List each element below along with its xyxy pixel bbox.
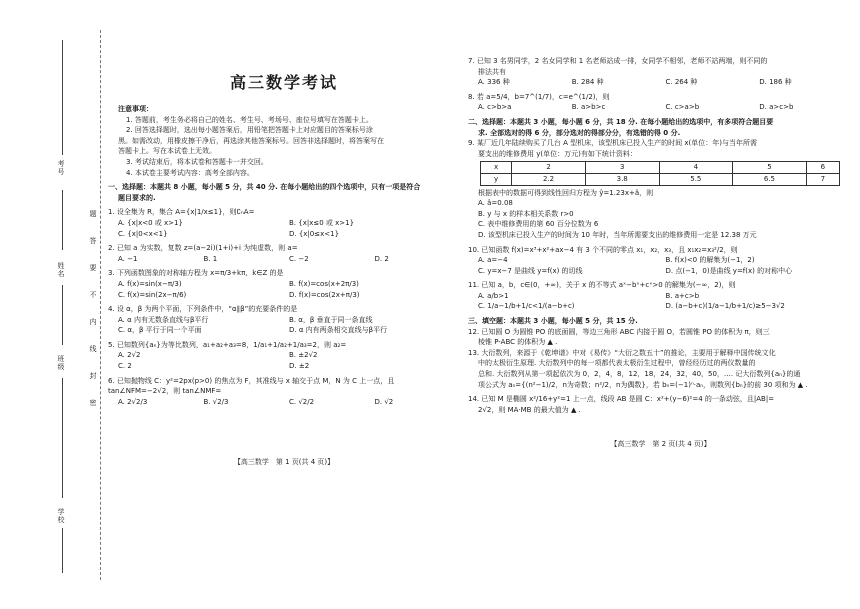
note-line: 3. 考试结束后，将本试卷和答题卡一并交回。: [126, 157, 268, 166]
page-footer: 【高三数学 第 2 页(共 4 页)】: [610, 440, 711, 449]
option-c: C. α，β 平行于同一个平面: [118, 326, 202, 335]
school-line: [62, 528, 63, 573]
table-cell: 6: [806, 162, 839, 174]
option-d: D. 186 种: [759, 78, 792, 87]
table-row: [481, 173, 840, 185]
class-line: [62, 378, 63, 498]
option-b: B. y 与 x 的样本相关系数 r>0: [478, 209, 574, 218]
option-a: A. {x|x<0 或 x>1}: [118, 218, 183, 227]
option-b: B. a+c>b: [665, 291, 700, 300]
option-a: A. 336 种: [478, 78, 510, 87]
option-c: C. c>a>b: [665, 103, 700, 112]
binding-strip: [0, 0, 100, 609]
option-a: A. 2√2/3: [118, 397, 148, 406]
table-cell: 3: [585, 162, 659, 174]
option-b: B. ±2√2: [289, 351, 318, 360]
question-stem-cont: 项公式为 aₙ={(n²−1)/2，n为奇数；n²/2，n为偶数}，若 bₙ=(−1)ⁿ·aₙ，则数列{bₙ}的前 30 项和为 ▲ .: [478, 380, 808, 389]
question-stem: 12. 已知圆 O 为圆锥 PO 的底面圆，等边三角形 ABC 内接于圆 O，若圆锥 PO 的体积为 π，则三: [468, 327, 770, 336]
option-a: A. c>b>a: [478, 103, 512, 112]
page-title: 高三数学考试: [229, 73, 338, 92]
option-d: D. √2: [374, 397, 394, 406]
question-stem: 10. 已知函数 f(x)=x³+x²+ax−4 有 3 个不同的零点 x₁，x₂，x₃，且 x₁x₂=x₃²/2，则: [468, 245, 738, 254]
note-line: 2. 回答选择题时，选出每小题答案后，用铅笔把答题卡上对应题目的答案标号涂: [126, 126, 373, 135]
table-cell: 4: [659, 162, 733, 174]
exam-no-label: 考号: [57, 160, 65, 176]
seal-char: 要: [89, 264, 97, 272]
table-header-cell: y: [481, 173, 512, 185]
option-a: A. 2√2: [118, 351, 141, 360]
note-line: 4. 本试卷主要考试内容：高考全部内容。: [126, 168, 254, 177]
seal-char: 密: [89, 399, 97, 407]
question-stem: 6. 已知抛物线 C：y²=2px(p>0) 的焦点为 F，其准线与 x 轴交于点 M，N 为 C 上一点，且: [108, 376, 395, 385]
seal-char: 封: [89, 372, 97, 380]
seal-char: 内: [89, 318, 97, 326]
school-label: 学校: [57, 508, 65, 524]
table-cell: 5.5: [659, 173, 733, 185]
data-table: [480, 161, 840, 185]
option-c: C. y=x−7 是曲线 y=f(x) 的切线: [478, 266, 583, 275]
option-d: D. f(x)=cos(2x+π/3): [289, 290, 360, 299]
question-stem: 2. 已知 a 为实数，复数 z=(a−2i)(1+i)+i 为纯虚数，则 a=: [108, 244, 298, 253]
option-c: C. 表中维修费用的第 60 百分位数为 6: [478, 220, 599, 229]
option-c: C. 2: [118, 362, 132, 371]
option-d: D. {x|0≤x<1}: [289, 229, 340, 238]
section-heading: 三、填空题：本题共 3 小题，每小题 5 分，共 15 分.: [468, 317, 638, 326]
name-line: [62, 285, 63, 345]
option-a: A. f(x)=sin(x−π/3): [118, 279, 182, 288]
option-a: A. α 内有无数条直线与β平行: [118, 315, 209, 324]
fold-line: [100, 30, 101, 580]
section-heading: 求. 全部选对的得 6 分，部分选对的得部分分，有选错的得 0 分.: [478, 128, 681, 137]
option-c: C. −2: [289, 254, 309, 263]
question-stem: 4. 设 α，β 为两个平面，下列条件中，“α∥β”的充要条件的是: [108, 305, 298, 314]
question-stem: 9. 某厂近几年陆续购买了几台 A 型机床，该型机床已投入生产的时间 x(单位：年)与当年所需: [468, 139, 757, 148]
question-stem: 1. 设全集为 R，集合 A={x|1/x≤1}，则∁ₙA=: [108, 208, 255, 217]
question-stem: 5. 已知数列{aₙ}为等比数列，a₁+a₂+a₃=8，1/a₁+1/a₂+1/a₃=2，则 a₂=: [108, 340, 347, 349]
option-d: D. 点(−1，0)是曲线 y=f(x) 的对称中心: [665, 266, 793, 275]
option-b: B. 284 种: [571, 78, 604, 87]
option-d: D. 2: [374, 254, 389, 263]
note-line: 1. 答题前，考生务必将自己的姓名、考生号、考场号、座位号填写在答题卡上。: [126, 115, 373, 124]
option-b: B. α，β 垂直于同一条直线: [289, 315, 373, 324]
table-cell: 6.5: [733, 173, 807, 185]
option-a: A. a/b>1: [478, 291, 509, 300]
table-header-cell: x: [481, 162, 512, 174]
option-d: D. (a−b+c)(1/a−1/b+1/c)≥5−3√2: [665, 302, 785, 311]
option-b: B. 1: [203, 254, 218, 263]
name-label: 姓名: [57, 262, 65, 278]
option-d: D. α 内有两条相交直线与β平行: [289, 326, 388, 335]
option-b: B. a>b>c: [571, 103, 606, 112]
table-cell: 3.8: [585, 173, 659, 185]
note-line: 答题卡上。写在本试卷上无效。: [118, 147, 216, 156]
table-cell: 2: [512, 162, 586, 174]
table-cell: 2.2: [512, 173, 586, 185]
question-stem-cont: 要支出的维修费用 y(单位：万元)有如下统计资料：: [478, 149, 637, 158]
exam-no-line: [62, 40, 63, 155]
table-cell: 5: [733, 162, 807, 174]
question-stem: 13. 大衍数列，来源于《乾坤谱》中对《易传》“大衍之数五十”的推论，主要用于解释中国传统文化: [468, 348, 776, 357]
question-stem: 11. 已知 a，b，c∈(0，+∞)，关于 x 的不等式 aˣ−bˣ+cˣ>0 的解集为(−∞，2)，则: [468, 281, 736, 290]
seal-char: 答: [89, 237, 97, 245]
section-heading: 一、选择题：本题共 8 小题，每小题 5 分，共 40 分. 在每小题给出的四个选项中，只有一项是符合: [108, 183, 421, 192]
option-c: C. {x|0<x<1}: [118, 229, 168, 238]
option-a: A. â=0.08: [478, 199, 513, 208]
question-stem-cont: 中的太极衍生原理. 大衍数列中的每一项都代表太极衍生过程中，曾经经历过的两仪数量的: [478, 359, 756, 368]
option-d: D. a>c>b: [759, 103, 794, 112]
question-stem: 7. 已知 3 名男同学，2 名女同学和 1 名老师站成一排，女同学不相邻，老师不站两端，则不同的: [468, 57, 768, 65]
option-b: B. f(x)=cos(x+2π/3): [289, 279, 359, 288]
seal-char: 线: [89, 345, 97, 353]
seal-char: 不: [89, 291, 97, 299]
option-c: C. 264 种: [665, 78, 698, 87]
class-label: 班级: [57, 355, 65, 371]
question-stem-cont: tan∠NFM=−2√2，则 tan∠NMF=: [108, 387, 222, 396]
question-stem-cont: 总和. 大衍数列从第一项起依次为 0，2，4，8，12，18，24，32，40，50，…. 记大衍数列{aₙ}的通: [478, 370, 801, 379]
option-d: D. 该型机床已投入生产的时间为 10 年时，当年所需要支出的维修费用一定是 12.38 万元: [478, 230, 757, 239]
table-cell: 7: [806, 173, 839, 185]
question-stem: 3. 下列函数图象的对称轴方程为 x=π/3+kπ，k∈Z 的是: [108, 269, 284, 278]
question-stem-cont: 2√2，则 MA·MB 的最大值为 ▲ .: [478, 405, 581, 414]
table-row: [481, 162, 840, 174]
seal-char: 题: [89, 210, 97, 218]
option-c: C. 1/a−1/b+1/c<1/(a−b+c): [478, 302, 575, 311]
page-2-column: [468, 56, 853, 450]
question-stem-cont: 棱锥 P-ABC 的体积为 ▲ .: [478, 338, 558, 347]
option-b: B. f(x)<0 的解集为(−1，2): [665, 256, 755, 265]
page-1-column: [108, 0, 460, 468]
question-stem-cont: 排法共有: [478, 67, 506, 76]
question-stem: 14. 已知 M 是椭圆 x²/16+y²=1 上一点，线段 AB 是圆 C：x²+(y−6)²=4 的一条动弦，且|AB|=: [468, 395, 775, 404]
option-b: B. √2/3: [203, 397, 229, 406]
question-stem: 8. 若 a=5/4，b=7^(1/7)，c=e^(1/2)，则: [468, 92, 610, 101]
option-a: A. a=−4: [478, 256, 508, 265]
option-c: C. f(x)=sin(2x−π/6): [118, 290, 187, 299]
option-a: A. −1: [118, 254, 138, 263]
option-c: C. √2/2: [289, 397, 315, 406]
option-b: B. {x|x≤0 或 x>1}: [289, 218, 355, 227]
section-heading: 二、选择题：本题共 3 小题，每小题 6 分，共 18 分. 在每小题给出的选项中，有多项符合题目要: [468, 117, 774, 126]
option-d: D. ±2: [289, 362, 310, 371]
note-line: 黑。如需改动，用橡皮擦干净后，再选涂其他答案标号。回答非选择题时，将答案写在: [118, 136, 384, 145]
question-stem-cont: 根据表中的数据可得到线性回归方程为 ŷ=1.23x+â，则: [478, 188, 654, 197]
notes-title: 注意事项：: [118, 105, 153, 113]
exam-no-line-2: [62, 190, 63, 250]
page-footer: 【高三数学 第 1 页(共 4 页)】: [233, 458, 335, 467]
section-heading: 题目要求的.: [118, 193, 156, 202]
